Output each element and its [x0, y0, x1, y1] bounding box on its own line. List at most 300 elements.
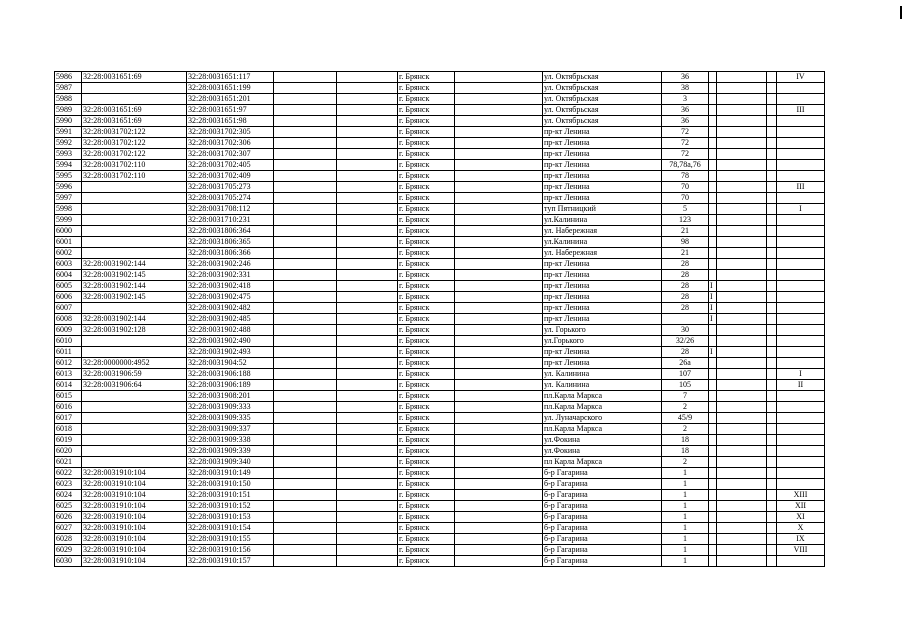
table-row: [55, 149, 825, 160]
row-number-cell: 5986: [55, 72, 82, 83]
mark-cell: [709, 435, 717, 446]
parent-cadastral-number-cell: 32:28:0031910:104: [82, 534, 187, 545]
mark-cell: [709, 171, 717, 182]
empty-cell: [717, 248, 767, 259]
empty-cell: [337, 556, 398, 567]
empty-cell: [767, 182, 777, 193]
premises-number-cell: [777, 149, 825, 160]
table-row: [55, 479, 825, 490]
mark-cell: [709, 468, 717, 479]
empty-cell: [337, 413, 398, 424]
empty-cell: [767, 116, 777, 127]
table-row: [55, 435, 825, 446]
street-cell: пр-кт Ленина: [543, 259, 662, 270]
empty-cell: [274, 523, 337, 534]
house-number-cell: 21: [662, 226, 709, 237]
table-row: [55, 369, 825, 380]
empty-cell: [337, 303, 398, 314]
parent-cadastral-number-cell: [82, 215, 187, 226]
parent-cadastral-number-cell: 32:28:0031910:104: [82, 490, 187, 501]
empty-cell: [767, 479, 777, 490]
house-number-cell: 18: [662, 446, 709, 457]
empty-cell: [274, 479, 337, 490]
empty-cell: [455, 501, 543, 512]
empty-cell: [274, 248, 337, 259]
city-cell: г. Брянск: [398, 391, 455, 402]
street-cell: б-р Гагарина: [543, 468, 662, 479]
empty-cell: [274, 391, 337, 402]
empty-cell: [455, 369, 543, 380]
city-cell: г. Брянск: [398, 127, 455, 138]
house-number-cell: 3: [662, 94, 709, 105]
parent-cadastral-number-cell: [82, 435, 187, 446]
premises-number-cell: [777, 248, 825, 259]
premises-number-cell: II: [777, 380, 825, 391]
city-cell: г. Брянск: [398, 325, 455, 336]
empty-cell: [717, 347, 767, 358]
house-number-cell: 28: [662, 347, 709, 358]
house-number-cell: 1: [662, 479, 709, 490]
row-number-cell: 6012: [55, 358, 82, 369]
empty-cell: [274, 259, 337, 270]
parent-cadastral-number-cell: [82, 424, 187, 435]
property-register-table: [54, 71, 825, 567]
empty-cell: [717, 83, 767, 94]
empty-cell: [767, 292, 777, 303]
empty-cell: [274, 347, 337, 358]
house-number-cell: 36: [662, 72, 709, 83]
empty-cell: [767, 226, 777, 237]
table-row: [55, 292, 825, 303]
empty-cell: [767, 336, 777, 347]
premises-number-cell: [777, 215, 825, 226]
row-number-cell: 6010: [55, 336, 82, 347]
empty-cell: [717, 556, 767, 567]
empty-cell: [337, 391, 398, 402]
empty-cell: [337, 94, 398, 105]
empty-cell: [455, 446, 543, 457]
empty-cell: [337, 259, 398, 270]
empty-cell: [337, 237, 398, 248]
empty-cell: [767, 259, 777, 270]
parent-cadastral-number-cell: [82, 193, 187, 204]
empty-cell: [767, 94, 777, 105]
cadastral-number-cell: 32:28:0031902:490: [187, 336, 274, 347]
empty-cell: [337, 545, 398, 556]
table-row: [55, 237, 825, 248]
mark-cell: I: [709, 281, 717, 292]
row-number-cell: 5998: [55, 204, 82, 215]
empty-cell: [767, 105, 777, 116]
street-cell: ул.Горького: [543, 336, 662, 347]
house-number-cell: 18: [662, 435, 709, 446]
empty-cell: [274, 83, 337, 94]
mark-cell: [709, 116, 717, 127]
row-number-cell: 6026: [55, 512, 82, 523]
empty-cell: [717, 413, 767, 424]
empty-cell: [337, 160, 398, 171]
mark-cell: [709, 534, 717, 545]
premises-number-cell: [777, 314, 825, 325]
parent-cadastral-number-cell: 32:28:0031910:104: [82, 556, 187, 567]
empty-cell: [717, 270, 767, 281]
empty-cell: [767, 490, 777, 501]
city-cell: г. Брянск: [398, 424, 455, 435]
premises-number-cell: [777, 391, 825, 402]
premises-number-cell: [777, 402, 825, 413]
empty-cell: [455, 248, 543, 259]
city-cell: г. Брянск: [398, 105, 455, 116]
parent-cadastral-number-cell: [82, 237, 187, 248]
empty-cell: [717, 545, 767, 556]
empty-cell: [274, 215, 337, 226]
city-cell: г. Брянск: [398, 248, 455, 259]
city-cell: г. Брянск: [398, 501, 455, 512]
house-number-cell: 72: [662, 149, 709, 160]
empty-cell: [274, 435, 337, 446]
table-row: [55, 545, 825, 556]
empty-cell: [455, 270, 543, 281]
empty-cell: [717, 127, 767, 138]
empty-cell: [767, 325, 777, 336]
table-row: [55, 83, 825, 94]
table-row: [55, 556, 825, 567]
house-number-cell: 1: [662, 545, 709, 556]
city-cell: г. Брянск: [398, 215, 455, 226]
cadastral-number-cell: 32:28:0031902:488: [187, 325, 274, 336]
house-number-cell: 28: [662, 292, 709, 303]
parent-cadastral-number-cell: [82, 226, 187, 237]
cadastral-number-cell: 32:28:0031651:117: [187, 72, 274, 83]
street-cell: ул. Октябрьская: [543, 72, 662, 83]
row-number-cell: 6013: [55, 369, 82, 380]
empty-cell: [337, 127, 398, 138]
city-cell: г. Брянск: [398, 270, 455, 281]
premises-number-cell: [777, 424, 825, 435]
city-cell: г. Брянск: [398, 534, 455, 545]
city-cell: г. Брянск: [398, 303, 455, 314]
street-cell: пр-кт Ленина: [543, 270, 662, 281]
row-number-cell: 6004: [55, 270, 82, 281]
street-cell: пр-кт Ленина: [543, 303, 662, 314]
parent-cadastral-number-cell: 32:28:0031902:144: [82, 281, 187, 292]
empty-cell: [455, 534, 543, 545]
house-number-cell: 123: [662, 215, 709, 226]
empty-cell: [455, 457, 543, 468]
table-row: [55, 160, 825, 171]
mark-cell: [709, 490, 717, 501]
empty-cell: [274, 204, 337, 215]
row-number-cell: 6022: [55, 468, 82, 479]
empty-cell: [337, 358, 398, 369]
empty-cell: [274, 182, 337, 193]
parent-cadastral-number-cell: [82, 402, 187, 413]
city-cell: г. Брянск: [398, 204, 455, 215]
cadastral-number-cell: 32:28:0031902:331: [187, 270, 274, 281]
house-number-cell: 32/26: [662, 336, 709, 347]
empty-cell: [767, 523, 777, 534]
empty-cell: [717, 72, 767, 83]
empty-cell: [717, 116, 767, 127]
house-number-cell: 1: [662, 523, 709, 534]
empty-cell: [337, 105, 398, 116]
premises-number-cell: [777, 303, 825, 314]
empty-cell: [767, 127, 777, 138]
empty-cell: [274, 545, 337, 556]
house-number-cell: 1: [662, 501, 709, 512]
row-number-cell: 6025: [55, 501, 82, 512]
premises-number-cell: III: [777, 105, 825, 116]
empty-cell: [337, 314, 398, 325]
cadastral-number-cell: 32:28:0031909:335: [187, 413, 274, 424]
parent-cadastral-number-cell: [82, 83, 187, 94]
row-number-cell: 5987: [55, 83, 82, 94]
house-number-cell: 5: [662, 204, 709, 215]
empty-cell: [717, 336, 767, 347]
mark-cell: [709, 149, 717, 160]
house-number-cell: 36: [662, 105, 709, 116]
city-cell: г. Брянск: [398, 94, 455, 105]
street-cell: туп Пятницкий: [543, 204, 662, 215]
parent-cadastral-number-cell: 32:28:0031651:69: [82, 72, 187, 83]
row-number-cell: 6028: [55, 534, 82, 545]
empty-cell: [337, 336, 398, 347]
empty-cell: [455, 204, 543, 215]
table-row: [55, 127, 825, 138]
street-cell: пр-кт Ленина: [543, 127, 662, 138]
empty-cell: [337, 369, 398, 380]
empty-cell: [767, 83, 777, 94]
empty-cell: [455, 402, 543, 413]
city-cell: г. Брянск: [398, 292, 455, 303]
premises-number-cell: [777, 193, 825, 204]
empty-cell: [717, 468, 767, 479]
cadastral-number-cell: 32:28:0031910:153: [187, 512, 274, 523]
empty-cell: [274, 490, 337, 501]
empty-cell: [274, 468, 337, 479]
empty-cell: [274, 314, 337, 325]
mark-cell: [709, 83, 717, 94]
mark-cell: [709, 72, 717, 83]
table-row: [55, 523, 825, 534]
premises-number-cell: [777, 94, 825, 105]
house-number-cell: 38: [662, 83, 709, 94]
premises-number-cell: X: [777, 523, 825, 534]
city-cell: г. Брянск: [398, 413, 455, 424]
mark-cell: [709, 325, 717, 336]
city-cell: г. Брянск: [398, 545, 455, 556]
empty-cell: [455, 193, 543, 204]
empty-cell: [337, 171, 398, 182]
row-number-cell: 5988: [55, 94, 82, 105]
empty-cell: [767, 270, 777, 281]
mark-cell: [709, 237, 717, 248]
city-cell: г. Брянск: [398, 336, 455, 347]
empty-cell: [337, 457, 398, 468]
table-row: [55, 325, 825, 336]
parent-cadastral-number-cell: 32:28:0031906:64: [82, 380, 187, 391]
empty-cell: [337, 523, 398, 534]
mark-cell: [709, 270, 717, 281]
city-cell: г. Брянск: [398, 149, 455, 160]
parent-cadastral-number-cell: [82, 391, 187, 402]
house-number-cell: 28: [662, 259, 709, 270]
empty-cell: [717, 314, 767, 325]
house-number-cell: 1: [662, 512, 709, 523]
empty-cell: [455, 72, 543, 83]
cadastral-number-cell: 32:28:0031906:189: [187, 380, 274, 391]
street-cell: ул. Луначарского: [543, 413, 662, 424]
table-row: [55, 248, 825, 259]
empty-cell: [717, 435, 767, 446]
cadastral-number-cell: 32:28:0031902:246: [187, 259, 274, 270]
city-cell: г. Брянск: [398, 171, 455, 182]
house-number-cell: 28: [662, 270, 709, 281]
parent-cadastral-number-cell: 32:28:0000000:4952: [82, 358, 187, 369]
empty-cell: [337, 490, 398, 501]
empty-cell: [717, 424, 767, 435]
empty-cell: [274, 171, 337, 182]
table-row: [55, 424, 825, 435]
premises-number-cell: [777, 358, 825, 369]
table-row: [55, 446, 825, 457]
table-row: [55, 336, 825, 347]
street-cell: пр-кт Ленина: [543, 347, 662, 358]
parent-cadastral-number-cell: 32:28:0031702:110: [82, 160, 187, 171]
street-cell: пр-кт Ленина: [543, 314, 662, 325]
empty-cell: [274, 336, 337, 347]
cadastral-number-cell: 32:28:0031909:339: [187, 446, 274, 457]
city-cell: г. Брянск: [398, 435, 455, 446]
city-cell: г. Брянск: [398, 193, 455, 204]
premises-number-cell: VIII: [777, 545, 825, 556]
city-cell: г. Брянск: [398, 259, 455, 270]
premises-number-cell: XII: [777, 501, 825, 512]
row-number-cell: 5995: [55, 171, 82, 182]
empty-cell: [337, 380, 398, 391]
parent-cadastral-number-cell: 32:28:0031910:104: [82, 501, 187, 512]
row-number-cell: 6006: [55, 292, 82, 303]
street-cell: пр-кт Ленина: [543, 182, 662, 193]
table-row: [55, 358, 825, 369]
empty-cell: [337, 435, 398, 446]
street-cell: пр-кт Ленина: [543, 149, 662, 160]
empty-cell: [455, 215, 543, 226]
parent-cadastral-number-cell: [82, 248, 187, 259]
empty-cell: [455, 292, 543, 303]
empty-cell: [717, 534, 767, 545]
empty-cell: [767, 402, 777, 413]
empty-cell: [274, 160, 337, 171]
city-cell: г. Брянск: [398, 182, 455, 193]
table-row: [55, 413, 825, 424]
premises-number-cell: [777, 226, 825, 237]
city-cell: г. Брянск: [398, 138, 455, 149]
empty-cell: [717, 160, 767, 171]
city-cell: г. Брянск: [398, 237, 455, 248]
cadastral-number-cell: 32:28:0031910:152: [187, 501, 274, 512]
parent-cadastral-number-cell: 32:28:0031910:104: [82, 468, 187, 479]
empty-cell: [274, 446, 337, 457]
cadastral-number-cell: 32:28:0031702:409: [187, 171, 274, 182]
mark-cell: [709, 479, 717, 490]
empty-cell: [767, 446, 777, 457]
empty-cell: [717, 138, 767, 149]
cadastral-number-cell: 32:28:0031806:366: [187, 248, 274, 259]
street-cell: ул. Октябрьская: [543, 94, 662, 105]
empty-cell: [455, 281, 543, 292]
street-cell: пр-кт Ленина: [543, 358, 662, 369]
premises-number-cell: [777, 116, 825, 127]
house-number-cell: 2: [662, 457, 709, 468]
table-row: [55, 171, 825, 182]
street-cell: пр-кт Ленина: [543, 281, 662, 292]
premises-number-cell: [777, 413, 825, 424]
mark-cell: [709, 94, 717, 105]
empty-cell: [455, 479, 543, 490]
house-number-cell: 45/9: [662, 413, 709, 424]
city-cell: г. Брянск: [398, 116, 455, 127]
mark-cell: [709, 512, 717, 523]
table-row: [55, 182, 825, 193]
empty-cell: [717, 226, 767, 237]
cadastral-number-cell: 32:28:0031702:305: [187, 127, 274, 138]
premises-number-cell: [777, 479, 825, 490]
empty-cell: [337, 138, 398, 149]
street-cell: пр-кт Ленина: [543, 138, 662, 149]
mark-cell: [709, 248, 717, 259]
cadastral-number-cell: 32:28:0031806:365: [187, 237, 274, 248]
empty-cell: [337, 479, 398, 490]
empty-cell: [274, 94, 337, 105]
premises-number-cell: XIII: [777, 490, 825, 501]
row-number-cell: 6017: [55, 413, 82, 424]
empty-cell: [455, 424, 543, 435]
street-cell: пл Карла Маркса: [543, 457, 662, 468]
mark-cell: I: [709, 314, 717, 325]
house-number-cell: 28: [662, 281, 709, 292]
parent-cadastral-number-cell: 32:28:0031906:59: [82, 369, 187, 380]
city-cell: г. Брянск: [398, 479, 455, 490]
mark-cell: [709, 215, 717, 226]
mark-cell: [709, 193, 717, 204]
house-number-cell: 72: [662, 138, 709, 149]
empty-cell: [455, 336, 543, 347]
empty-cell: [717, 512, 767, 523]
empty-cell: [274, 380, 337, 391]
mark-cell: [709, 501, 717, 512]
row-number-cell: 5992: [55, 138, 82, 149]
empty-cell: [337, 270, 398, 281]
empty-cell: [767, 237, 777, 248]
cadastral-number-cell: 32:28:0031651:201: [187, 94, 274, 105]
cadastral-number-cell: 32:28:0031651:97: [187, 105, 274, 116]
table-row: [55, 72, 825, 83]
house-number-cell: 36: [662, 116, 709, 127]
empty-cell: [717, 369, 767, 380]
mark-cell: [709, 226, 717, 237]
street-cell: ул. Октябрьская: [543, 83, 662, 94]
city-cell: г. Брянск: [398, 512, 455, 523]
table-row: [55, 512, 825, 523]
empty-cell: [767, 391, 777, 402]
city-cell: г. Брянск: [398, 523, 455, 534]
city-cell: г. Брянск: [398, 446, 455, 457]
row-number-cell: 6023: [55, 479, 82, 490]
table-row: [55, 490, 825, 501]
empty-cell: [274, 402, 337, 413]
row-number-cell: 5997: [55, 193, 82, 204]
